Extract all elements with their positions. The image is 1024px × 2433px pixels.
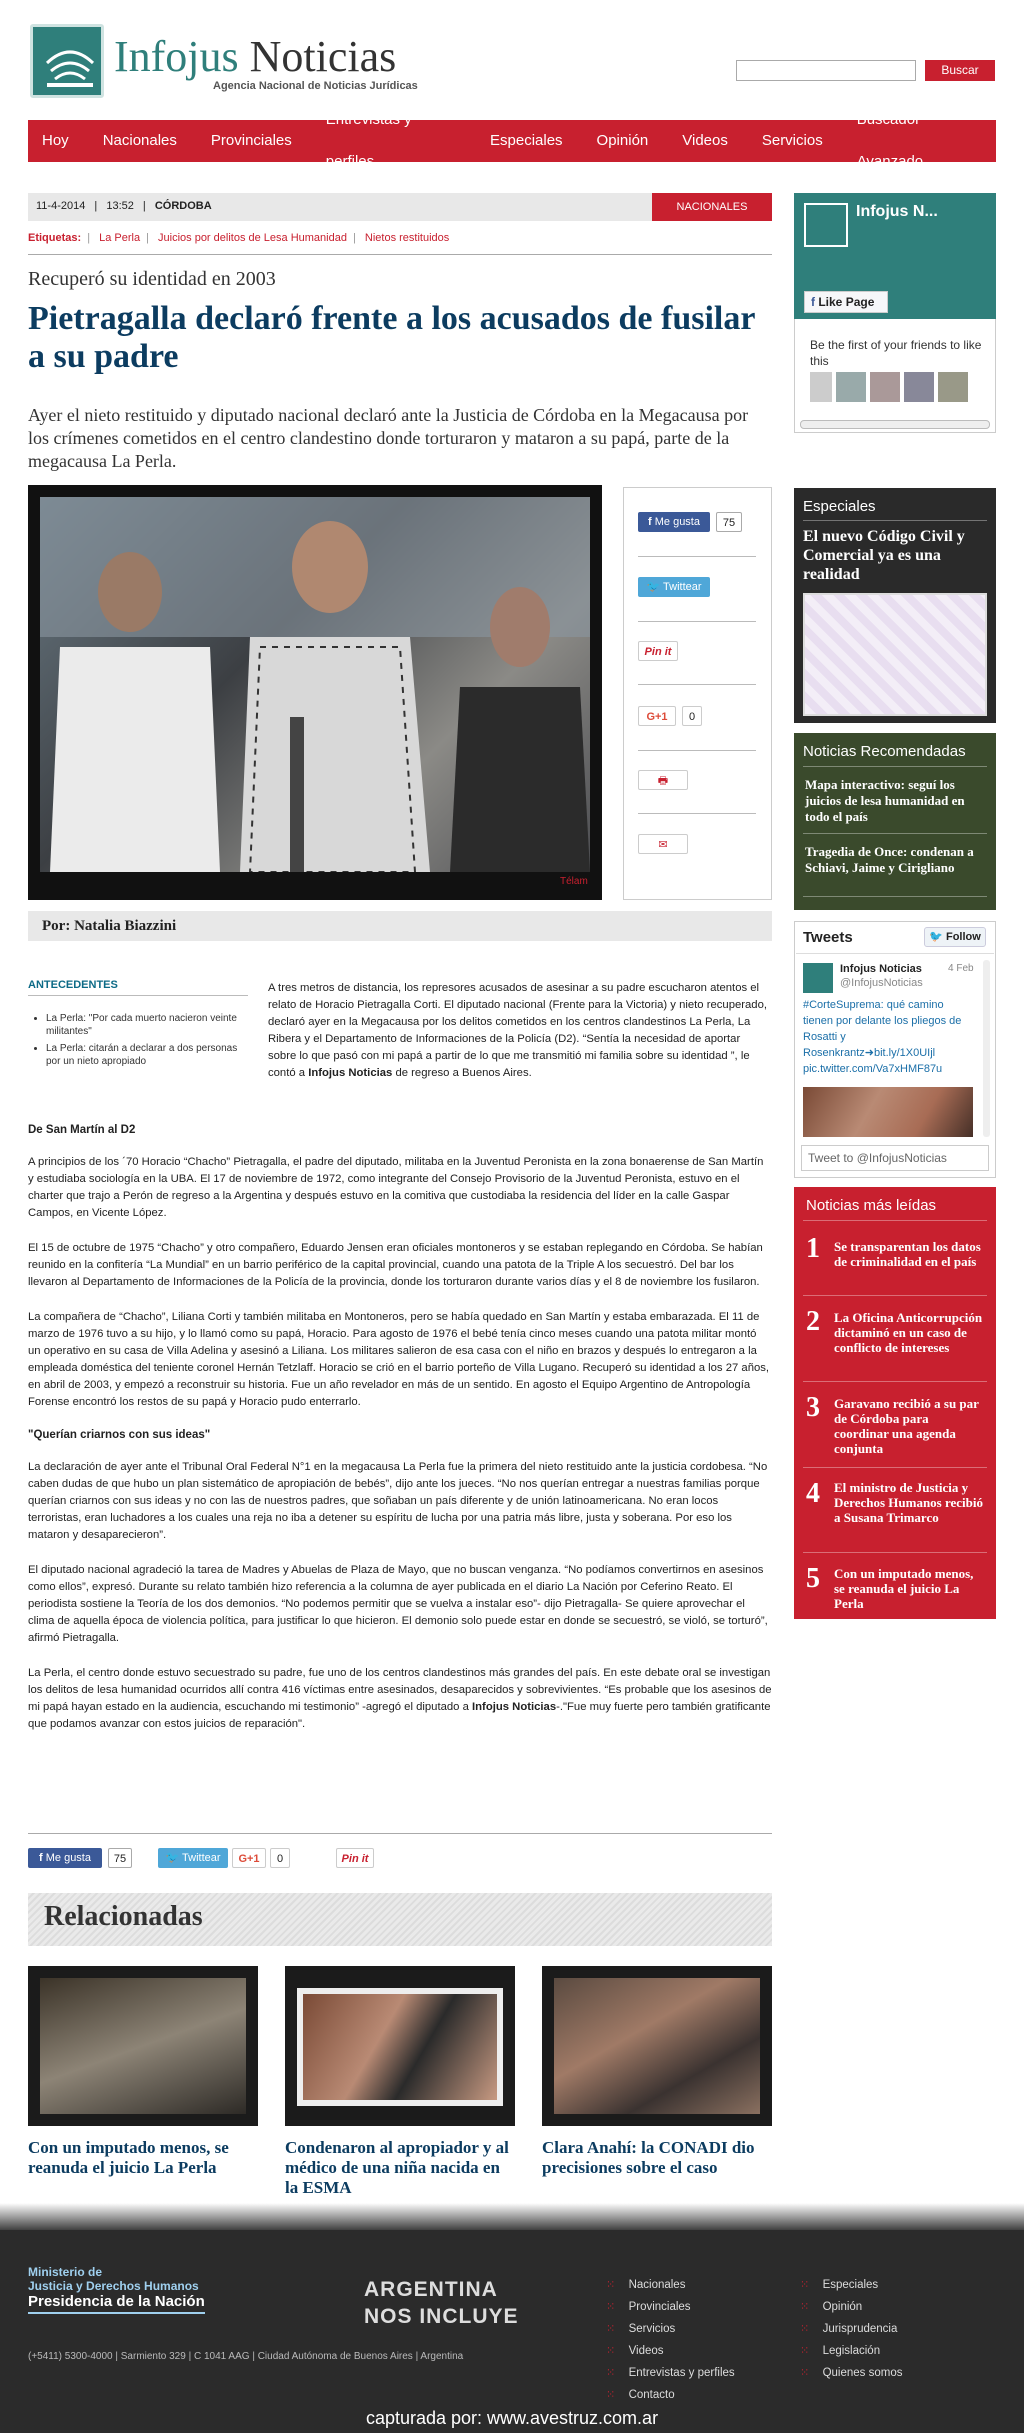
especiales-image[interactable] [803,593,987,716]
like-count: 75 [108,1848,132,1868]
tweet-date[interactable]: 4 Feb [948,963,974,974]
divider [638,813,756,814]
article-paragraph: La compañera de “Chacho”, Liliana Corti y también militaba en Montoneros, pero se había quedado en San Martín y estaba embarazada. El 11 de marzo de 1976 tuvo a su hijo, y lo llamó como su papá, Horacio. Para agosto de 1976 el bebé tenía cinco meses cuando una patota militar montó un operativo en su casa de Villa Adelina y asesinó a Liliana. Los militares salieron de esa casa con el niño en brazos y después lo entregaron a la empleada doméstica del teniente coronel Hernán Tetzlaff. Horacio se crió en el barrio porteño de Villa Lugano. Recuperó su identidad a los 27 años, en abril de 2003, y empezó a reconstruir su historia. Fue un año revelador en más de un sentido. En agosto el Equipo Argentino de Antropología Forense encontró los restos de su papá y Horacio pudo enterrarlo. [28,1311,770,1408]
footer-link[interactable]: Contacto [628,2389,675,2401]
infojus-mention: Infojus Noticias [472,1701,557,1713]
mas-leida-link[interactable]: La Oficina Anticorrupción dictaminó en un caso de conflicto de intereses [834,1310,983,1355]
divider [28,1833,772,1834]
divider [638,621,756,622]
footer-link[interactable]: Entrevistas y perfiles [628,2367,735,2379]
tags: Etiquetas: | La Perla | Juicios por delitos de Lesa Humanidad | Nietos restituidos [28,232,450,244]
presidency-name[interactable]: Presidencia de la Nación [28,2293,205,2314]
print-icon[interactable]: 🖶 [638,770,688,790]
section-heading: De San Martín al D2 [28,1124,136,1136]
logo-icon[interactable] [30,24,104,98]
rank-number: 1 [806,1233,820,1264]
argentina-logo: ARGENTINA NOS INCLUYE [364,2278,519,2328]
antecedentes-title: ANTECEDENTES [28,979,118,991]
photo-credit: Télam [560,876,588,887]
article-paragraph: A principios de los ´70 Horacio “Chacho” Pietragalla, el padre del diputado, militaba en la Juventud Peronista en la zona bonaerense de San Martín y estudiaba sociología en la UBA. El 17 de noviembre de 1972, como integrante del Consejo Provisorio de la Juventud Peronista, estuvo en el charter que trajo a Perón de regreso a la Argentina y después estuvo en la comitiva que custodiaba la residencia del líder en la calle Gaspar Campos, en Vicente López. [28,1156,764,1219]
mas-leida-link[interactable]: Se transparentan los datos de criminalidad en el país [834,1239,981,1269]
twitter-icon: 🐦 [929,931,943,943]
nav-hoy[interactable]: Hoy [42,132,69,149]
tag-link[interactable]: Nietos restituidos [364,232,450,244]
nav-opinion[interactable]: Opinión [596,132,649,149]
related-image[interactable] [542,1966,772,2126]
bullet-icon: ⁙ [800,2279,810,2291]
related-title: Relacionadas [44,1901,203,1932]
fb-scrollbar[interactable] [800,420,990,429]
tag-link[interactable]: Juicios por delitos de Lesa Humanidad [158,232,347,244]
google-plus-button[interactable]: G+1 [232,1848,266,1868]
infojus-mention: Infojus Noticias [308,1067,393,1079]
article-paragraph: El 15 de octubre de 1975 “Chacho” y otro compañero, Eduardo Jensen eran oficiales montoneros y se estaban replegando en Córdoba. Se habían reunido en la confitería “La Mundial” en un barrio periférico de la capital provincial, cuando una patota de la Triple A los secuestró. Del bar los llevaron al Departamento de Informaciones de la Policía de la provincia, donde los torturaron durante varios días y el 8 de noviembre los fusilaron. [28,1242,763,1288]
bullet-icon: ⁙ [606,2323,616,2335]
rank-number: 2 [806,1306,820,1337]
tag-link[interactable]: La Perla [99,232,141,244]
related-link[interactable]: Clara Anahí: la CONADI dio precisiones sobre el caso [542,2138,755,2177]
antecedente-link[interactable]: • La Perla: citarán a declarar a dos personas por un nieto apropiado [46,1042,246,1068]
capture-credit: capturada por: www.avestruz.com.ar [365,2408,659,2428]
article-paragraph: La declaración de ayer ante el Tribunal Oral Federal N°1 en la megacausa La Perla fue la primera del nieto restituido ante la justicia cordobesa. “No caben dudas de que hubo un plan sistemático de apropiación de bebés”, dijo ante los jueces. “No nos querían entregar a nuestras familias porque querían criarnos con sus ideas y no con las de nuestros padres, que soñaban un país diferente y de unión latinoamericana. No eran locos terroristas, eran luchadores a los cuales una reja no iba a detener su espíritu de lucha por una patria más libre, justa y soberana. Por eso los mataron y desaparecieron”. [28,1461,768,1541]
section-badge[interactable]: NACIONALES [652,193,772,221]
google-plus-button[interactable]: G+1 [638,706,676,726]
divider [803,1381,987,1382]
article-place: CÓRDOBA [154,200,212,212]
divider [796,953,994,954]
tweet-text: #CorteSuprema: qué camino tienen por delante los pliegos de Rosatti y Rosenkrantz➜bit.ly/1X0UIjl pic.twitter.com/Va7xHMF87u [803,999,962,1075]
fb-page-logo-icon [804,203,848,247]
recomendada-link[interactable]: Mapa interactivo: seguí los juicios de lesa humanidad en todo el país [805,777,965,824]
facebook-like-button[interactable]: f Me gusta [28,1848,102,1868]
nav-provinciales[interactable]: Provinciales [210,132,292,149]
recomendadas-title: Noticias Recomendadas [803,743,966,760]
footer-shadow [0,2203,1024,2233]
footer-link[interactable]: Videos [628,2345,664,2357]
search-button[interactable]: Buscar [925,60,995,81]
divider [803,1220,987,1221]
nav-especiales[interactable]: Especiales [490,132,563,149]
article-byline: Por: Natalia Biazzini [42,918,177,934]
antecedente-link[interactable]: • La Perla: "Por cada muerto nacieron veinte militantes" [46,1012,246,1038]
related-link[interactable]: Con un imputado menos, se reanuda el juicio La Perla [28,2138,229,2177]
facebook-like-button[interactable]: f Me gusta [638,512,710,532]
footer-link[interactable]: Servicios [628,2323,676,2335]
section-heading: "Querían criarnos con sus ideas" [28,1429,211,1441]
follow-button[interactable]: 🐦 Follow [924,927,986,947]
footer-col2 [800,2275,902,2385]
divider [28,254,772,255]
footer-link[interactable]: Provinciales [628,2301,691,2313]
article-time: 13:52 [106,200,134,212]
divider [803,766,987,767]
tweet-author[interactable]: Infojus Noticias [840,963,922,975]
article-paragraph: A tres metros de distancia, los represores acusados de asesinar a su padre escucharon atentos el relato de Horacio Pietragalla Corti. El diputado nacional (Frente para la Victoria) y nieto recuperado, declaró ayer en la Megacausa por los delitos cometidos en los centros clandestinos La Perla, La Ribera y el Departamento de Informaciones de la Policía (D2). “Sentía la necesidad de aportar sobre lo que pasó con mi papá a partir de lo que me transmitió mi familia sobre su identidad ”, le contó a Infojus Noticias de regreso a Buenos Aires. [268,982,768,1079]
bullet-icon: ⁙ [800,2301,810,2313]
gplus-count: 0 [682,706,702,726]
divider [638,750,756,751]
nav-videos[interactable]: Videos [682,132,728,149]
main-nav [28,111,996,170]
related-image[interactable] [28,1966,258,2126]
gplus-count: 0 [270,1848,290,1868]
divider [638,684,756,685]
fb-friend-avatars [810,372,970,402]
bullet-icon: ⁙ [606,2345,616,2357]
article-body [28,1124,772,1751]
divider [803,1295,987,1296]
divider [638,556,756,557]
recomendada-link[interactable]: Tragedia de Once: condenan a Schiavi, Jaime y Cirigliano [805,844,974,875]
article-paragraph: El diputado nacional agradeció la tarea de Madres y Abuelas de Plaza de Mayo, que no buscan venganza. “No podíamos convertirnos en asesinos como ellos”, expresó. Durante su relato también hizo referencia a la columna de ayer publicada en el diario La Nación por Ceferino Reato. El periodista sostiene la Teoría de los dos demonios. “No podemos permitir que se vuelva a instalar eso”- dijo Pietragalla- Se quiere aprovechar el clima de aquella época de violencia política, para justificar lo que hicieron. El demonio solo puede estar en donde se secuestró, se violó, se torturó”, afirmó Pietragalla. [28,1564,768,1644]
mas-leida-link[interactable]: El ministro de Justicia y Derechos Humanos recibió a Susana Trimarco [834,1480,984,1525]
pinterest-button[interactable]: Pin it [336,1848,374,1868]
tweet-avatar [803,963,833,993]
email-icon[interactable]: ✉ [638,834,688,854]
like-count: 75 [716,512,742,532]
footer-link[interactable]: Nacionales [628,2279,686,2291]
divider [803,520,987,521]
rank-number: 4 [806,1478,820,1509]
twitter-icon: 🐦 [646,581,661,593]
footer-address: (+5411) 5300-4000 | Sarmiento 329 | C 1041 AAG | Ciudad Autónoma de Buenos Aires | Argentina [28,2351,464,2362]
fb-like-page-button[interactable]: f Like Page [804,291,888,313]
twitter-icon: 🐦 [165,1852,180,1864]
fb-page-name[interactable]: Infojus N... [856,203,938,220]
footer-link[interactable]: Opinión [822,2301,863,2313]
rank-number: 3 [806,1392,820,1423]
related-image[interactable] [285,1966,515,2126]
nav-servicios[interactable]: Servicios [761,132,823,149]
article-photo[interactable] [40,497,590,872]
footer-link[interactable]: Legislación [822,2345,881,2357]
divider [803,833,987,834]
bullet-icon: ⁙ [800,2323,810,2335]
tweet-button[interactable]: 🐦 Twittear [638,577,710,597]
article-meta: 11-4-2014 | 13:52 | CÓRDOBA [36,200,212,212]
article-date: 11-4-2014 [36,200,86,212]
tags-label: Etiquetas: [28,232,82,244]
nav-entrevistas[interactable]: Entrevistas y perfiles [325,111,412,170]
divider [803,1467,987,1468]
tweets-title: Tweets [803,929,853,946]
divider [28,995,248,996]
bullet-icon: ⁙ [800,2367,810,2379]
especiales-link[interactable]: El nuevo Código Civil y Comercial ya es una realidad [803,528,965,583]
search-input[interactable] [736,60,916,81]
footer-link[interactable]: Jurisprudencia [822,2323,898,2335]
article-kicker: Recuperó su identidad en 2003 [28,268,276,290]
tweet-image[interactable] [803,1087,973,1137]
ministry-name[interactable]: Ministerio de Justicia y Derechos Humanos [28,2265,199,2293]
brand-tagline: Agencia Nacional de Noticias Jurídicas [213,80,418,92]
tweet-handle[interactable]: @InfojusNoticias [840,977,923,989]
tweet-button[interactable]: 🐦 Twittear [158,1848,228,1868]
footer-link[interactable]: Especiales [822,2279,879,2291]
mas-leida-link[interactable]: Garavano recibió a su par de Córdoba para coordinar una agenda conjunta [834,1396,979,1456]
bullet-icon: ⁙ [606,2389,616,2401]
divider [803,1552,987,1553]
fb-friends-text: Be the first of your friends to like this [810,338,982,368]
bullet-icon: ⁙ [800,2345,810,2357]
tweet-scrollbar[interactable] [983,960,990,1137]
brand-infojus: Infojus [114,32,239,81]
divider [803,896,987,897]
pinterest-button[interactable]: Pin it [638,641,678,661]
article-paragraph: La Perla, el centro donde estuvo secuestrado su padre, fue uno de los centros clandestinos más grandes del país. En este debate oral se investigan los delitos de lesa humanidad ocurridos allí contra 416 víctimas entre asesinados, desaparecidos y sobrevivientes. “Es probable que los asesinos de mi papá hayan estado en la audiencia, escuchando mi testimonio” -agregó el diputado a Infojus Noticias-."Fue muy fuerte pero también gratificante que podamos avanzar con estos juicios de reparación". [28,1667,772,1730]
nav-buscador[interactable]: Buscador Avanzado [856,111,924,170]
bullet-icon: ⁙ [606,2367,616,2379]
tweet-to-input[interactable]: Tweet to @InfojusNoticias [801,1145,989,1171]
article-lead: Ayer el nieto restituido y diputado nacional declaró ante la Justicia de Córdoba en la Megacausa por los crímenes cometidos en el centro clandestino donde torturaron y mataron a su papá, parte de la megacausa La Perla. [28,405,749,471]
article-title: Pietragalla declaró frente a los acusados de fusilar a su padre [28,300,755,375]
mas-leida-link[interactable]: Con un imputado menos, se reanuda el juicio La Perla [834,1566,974,1611]
brand[interactable] [114,34,396,80]
nav-nacionales[interactable]: Nacionales [102,132,177,149]
footer-col1 [606,2275,735,2407]
related-link[interactable]: Condenaron al apropiador y al médico de una niña nacida en la ESMA [285,2138,509,2197]
brand-noticias: Noticias [249,32,397,81]
bullet-icon: ⁙ [606,2279,616,2291]
footer-link[interactable]: Quienes somos [822,2367,903,2379]
bullet-icon: ⁙ [606,2301,616,2313]
antecedentes-list [36,1012,246,1072]
mas-leidas-title: Noticias más leídas [806,1197,937,1214]
especiales-title: Especiales [803,498,876,515]
rank-number: 5 [806,1563,820,1594]
